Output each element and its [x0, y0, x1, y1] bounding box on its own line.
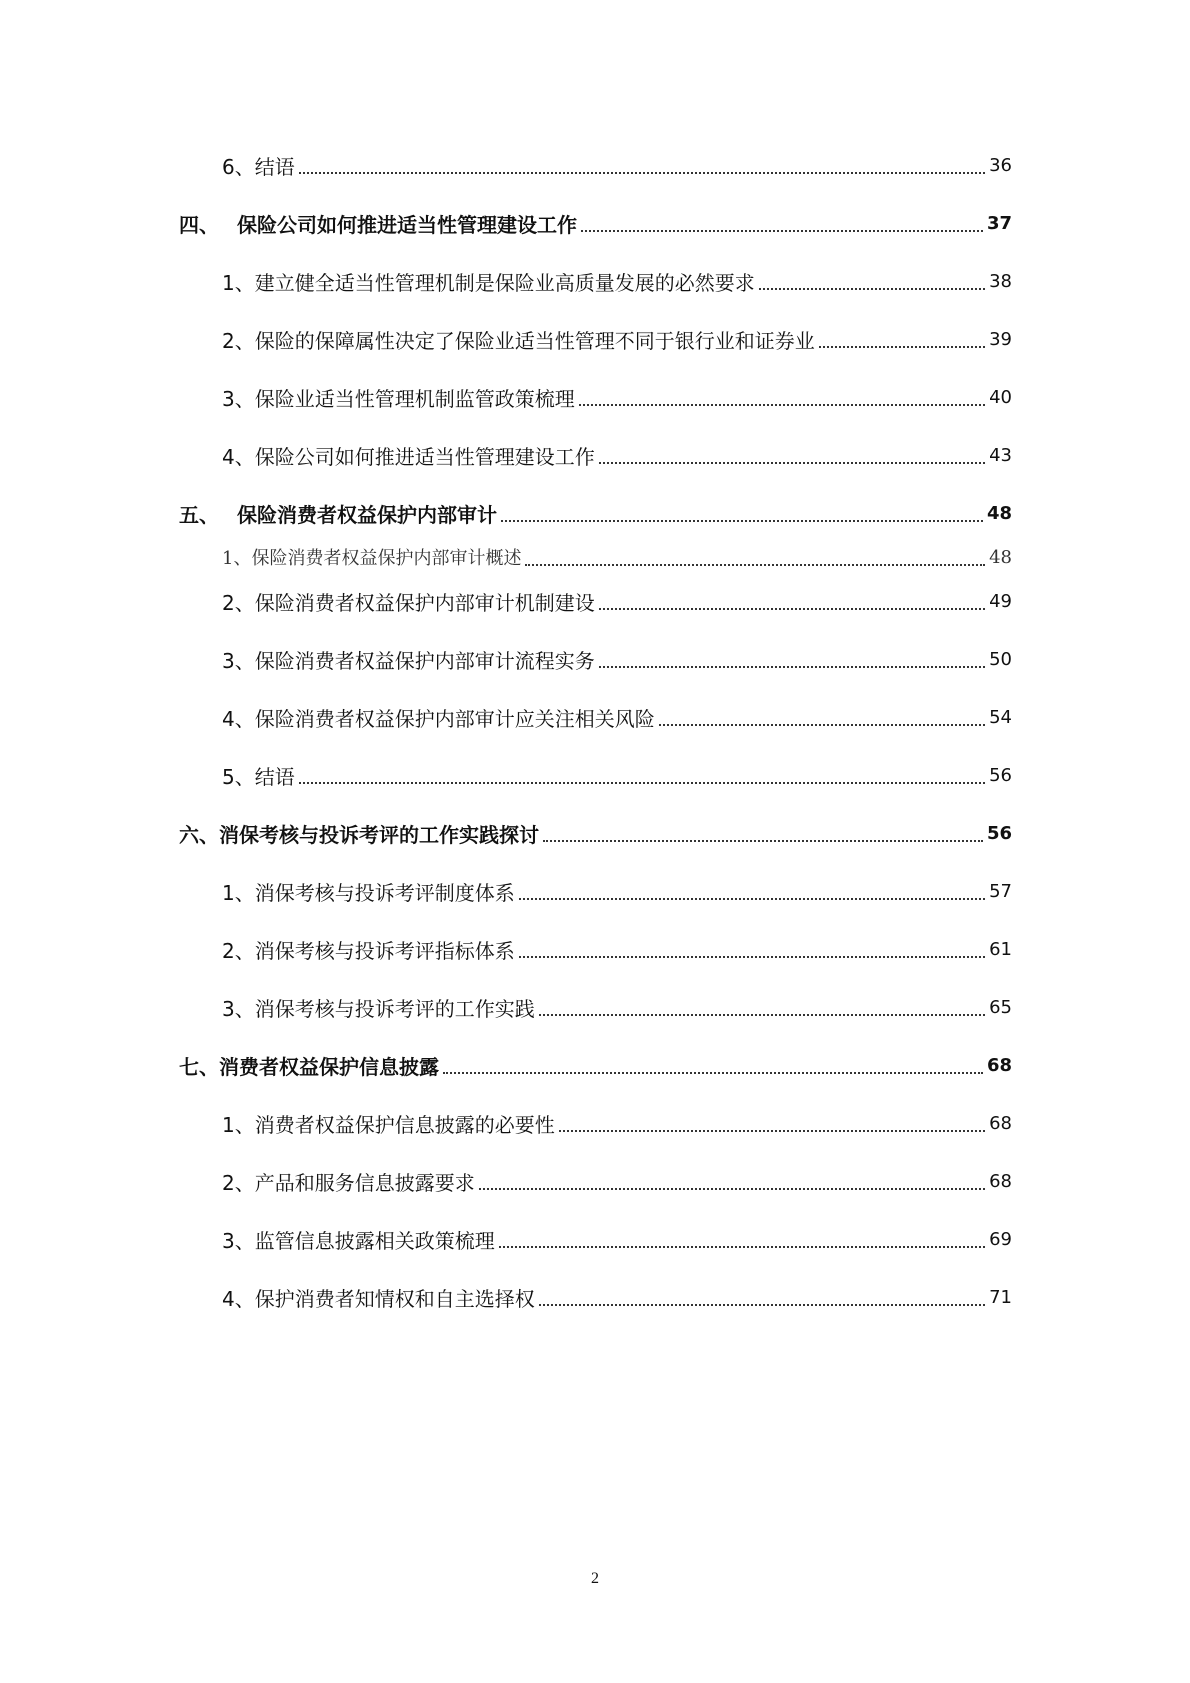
- toc-entry[interactable]: [0, 322, 1190, 356]
- toc-chapter-title: 保险消费者权益保护内部审计: [237, 502, 497, 527]
- toc-entry[interactable]: [0, 1164, 1190, 1198]
- toc-entry-page: 39: [989, 328, 1012, 350]
- toc-entry[interactable]: [0, 1222, 1190, 1256]
- toc-chapter-heading: [179, 499, 497, 528]
- toc-entry[interactable]: [0, 438, 1190, 472]
- toc-entry-title: 2、保险的保障属性决定了保险业适当性管理不同于银行业和证券业: [222, 328, 815, 353]
- toc-chapter-page: 48: [986, 502, 1012, 524]
- toc-entry-page: 38: [989, 270, 1012, 292]
- toc-entry[interactable]: [0, 584, 1190, 618]
- toc-entry-title: 2、保险消费者权益保护内部审计机制建设: [222, 590, 595, 615]
- toc-chapter-number: 六、: [179, 822, 219, 847]
- toc-entry[interactable]: [0, 932, 1190, 966]
- toc-entry-title: 4、保险公司如何推进适当性管理建设工作: [222, 444, 595, 469]
- toc-entry-title: 2、产品和服务信息披露要求: [222, 1170, 475, 1195]
- toc-entry[interactable]: [0, 1280, 1190, 1314]
- toc-entry[interactable]: [0, 758, 1190, 792]
- toc-entry[interactable]: [0, 642, 1190, 676]
- toc-entry-title: 4、保险消费者权益保护内部审计应关注相关风险: [222, 706, 655, 731]
- toc-chapter-title: 消保考核与投诉考评的工作实践探讨: [219, 822, 539, 847]
- toc-entry[interactable]: [0, 540, 1190, 574]
- toc-chapter-page: 37: [986, 212, 1012, 234]
- toc-chapter-heading: [179, 209, 577, 238]
- dot-leader: [539, 1304, 985, 1306]
- toc-entry-title: 3、监管信息披露相关政策梳理: [222, 1228, 495, 1253]
- toc-chapter[interactable]: [0, 496, 1190, 530]
- toc-entry-page: 68: [989, 1112, 1012, 1134]
- toc-entry[interactable]: [0, 148, 1190, 182]
- toc-entry[interactable]: [0, 380, 1190, 414]
- toc-entry[interactable]: [0, 990, 1190, 1024]
- toc-chapter-page: 68: [986, 1054, 1012, 1076]
- dot-leader: [599, 666, 985, 668]
- toc-entry-page: 69: [989, 1228, 1012, 1250]
- dot-leader: [819, 346, 985, 348]
- toc-entry-page: 57: [989, 880, 1012, 902]
- toc-entry-page: 54: [989, 706, 1012, 728]
- dot-leader: [579, 404, 985, 406]
- toc-entry-page: 40: [989, 386, 1012, 408]
- dot-leader: [299, 172, 985, 174]
- dot-leader: [525, 564, 985, 566]
- toc-chapter-number: 七、: [179, 1054, 219, 1079]
- toc-entry-title: 3、消保考核与投诉考评的工作实践: [222, 996, 535, 1021]
- toc-entry-page: 71: [989, 1286, 1012, 1308]
- toc-entry-title: 1、消费者权益保护信息披露的必要性: [222, 1112, 555, 1137]
- toc-entry-title: 5、结语: [222, 764, 295, 789]
- toc-chapter-number: 四、: [179, 212, 219, 237]
- toc-entry[interactable]: [0, 1106, 1190, 1140]
- toc-entry-page: 65: [989, 996, 1012, 1018]
- dot-leader: [599, 462, 985, 464]
- dot-leader: [599, 608, 985, 610]
- toc-entry-page: 68: [989, 1170, 1012, 1192]
- toc-entry-title: 1、消保考核与投诉考评制度体系: [222, 880, 515, 905]
- toc-entry-title: 2、消保考核与投诉考评指标体系: [222, 938, 515, 963]
- dot-leader: [659, 724, 985, 726]
- toc-entry-page: 50: [989, 648, 1012, 670]
- toc-entry-page: 56: [989, 764, 1012, 786]
- toc-entry-page: 48: [989, 546, 1012, 568]
- dot-leader: [479, 1188, 985, 1190]
- toc-entry-title: 6、结语: [222, 154, 295, 179]
- toc-chapter-page: 56: [986, 822, 1012, 844]
- toc-chapter-heading: [179, 819, 539, 848]
- page-number: 2: [591, 1570, 599, 1587]
- dot-leader: [539, 1014, 985, 1016]
- dot-leader: [581, 230, 983, 232]
- toc-chapter[interactable]: [0, 816, 1190, 850]
- toc-chapter-title: 消费者权益保护信息披露: [219, 1054, 439, 1079]
- toc-chapter[interactable]: [0, 1048, 1190, 1082]
- toc-entry-page: 36: [989, 154, 1012, 176]
- toc-chapter-heading: [179, 1051, 439, 1080]
- toc-entry-title: 3、保险消费者权益保护内部审计流程实务: [222, 648, 595, 673]
- toc-entry-title: 1、建立健全适当性管理机制是保险业高质量发展的必然要求: [222, 270, 755, 295]
- toc-chapter-number: 五、: [179, 502, 219, 527]
- dot-leader: [519, 956, 985, 958]
- toc-entry-page: 61: [989, 938, 1012, 960]
- dot-leader: [501, 520, 983, 522]
- toc-entry-page: 49: [989, 590, 1012, 612]
- toc-entry[interactable]: [0, 874, 1190, 908]
- dot-leader: [499, 1246, 985, 1248]
- dot-leader: [543, 840, 983, 842]
- dot-leader: [443, 1072, 983, 1074]
- toc-entry-title: 1、保险消费者权益保护内部审计概述: [222, 548, 522, 569]
- toc-entry[interactable]: [0, 264, 1190, 298]
- dot-leader: [759, 288, 985, 290]
- dot-leader: [299, 782, 985, 784]
- dot-leader: [559, 1130, 985, 1132]
- toc-chapter[interactable]: [0, 206, 1190, 240]
- toc-entry-page: 43: [989, 444, 1012, 466]
- toc-entry-title: 4、保护消费者知情权和自主选择权: [222, 1286, 535, 1311]
- toc-entry-title: 3、保险业适当性管理机制监管政策梳理: [222, 386, 575, 411]
- toc-entry[interactable]: [0, 700, 1190, 734]
- dot-leader: [519, 898, 985, 900]
- toc-chapter-title: 保险公司如何推进适当性管理建设工作: [237, 212, 577, 237]
